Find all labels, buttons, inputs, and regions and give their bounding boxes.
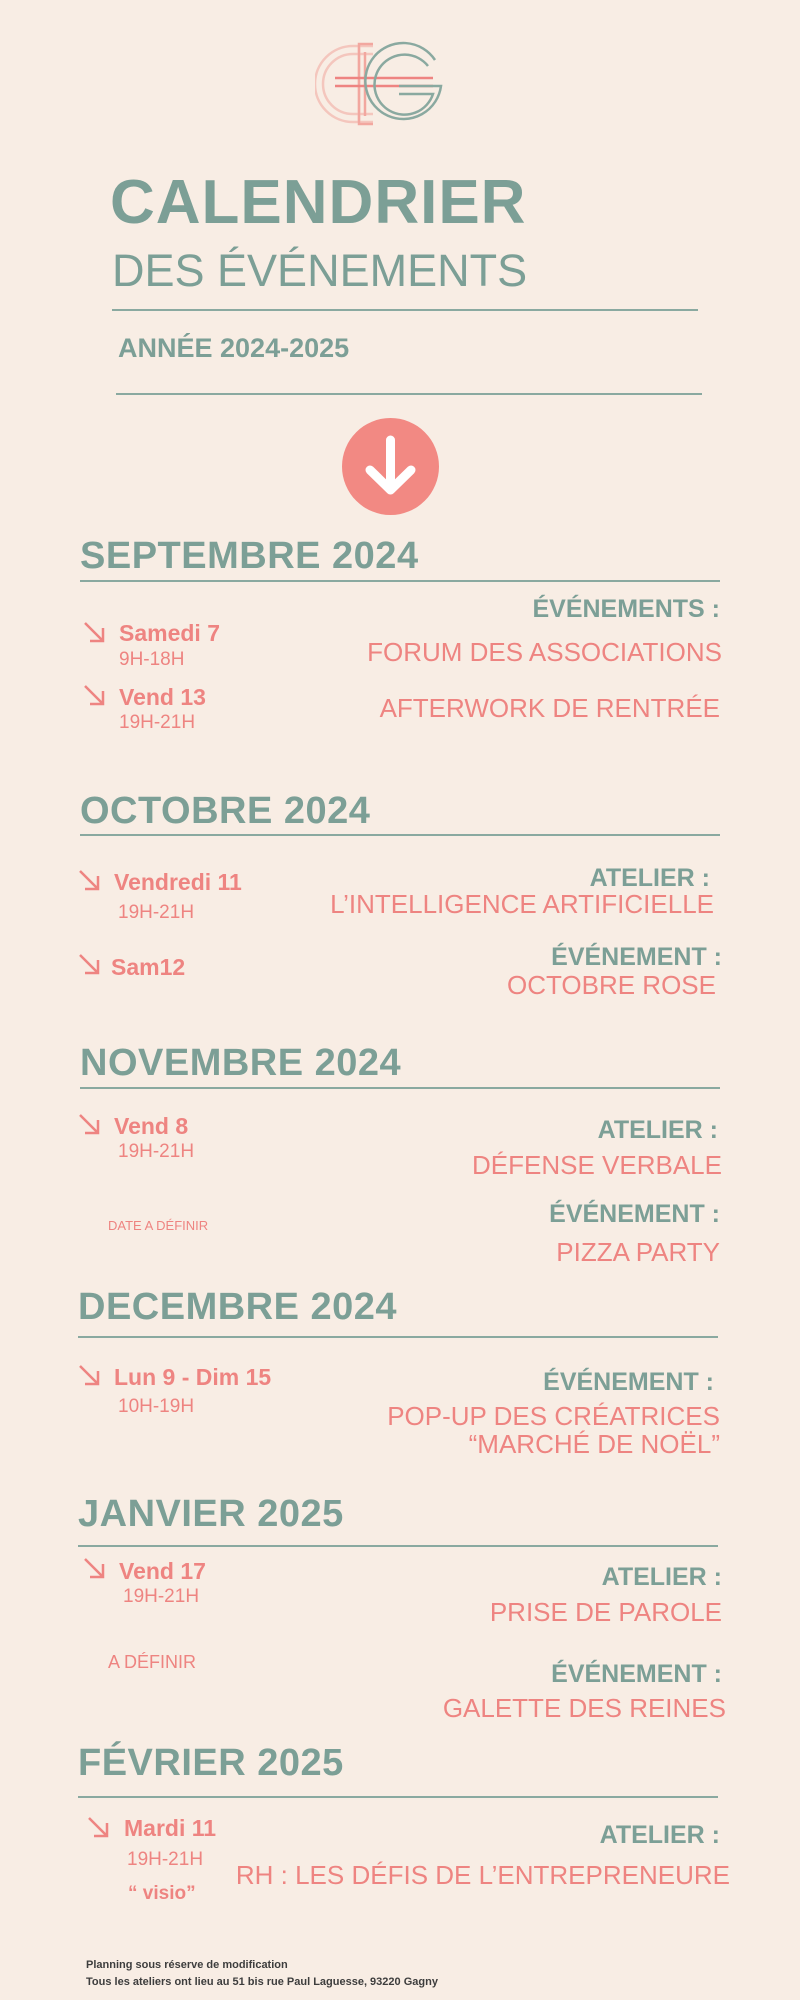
arrow-down-right-icon xyxy=(86,1815,110,1839)
event-name: PIZZA PARTY xyxy=(556,1237,720,1267)
event-day: Lun 9 - Dim 15 xyxy=(114,1364,272,1390)
year-label: ANNÉE 2024-2025 xyxy=(118,333,350,363)
event-name: PRISE DE PAROLE xyxy=(489,1597,722,1627)
event-name: “MARCHÉ DE NOËL” xyxy=(468,1429,720,1459)
page-title: CALENDRIER xyxy=(110,168,527,237)
footer-disclaimer: Planning sous réserve de modification xyxy=(86,1959,288,1971)
event-day: Sam12 xyxy=(111,954,186,980)
event-type: ATELIER : xyxy=(599,1821,720,1849)
event-type: ATELIER : xyxy=(589,864,710,892)
event-name: AFTERWORK DE RENTRÉE xyxy=(379,693,720,723)
divider xyxy=(78,1796,718,1798)
event-name: FORUM DES ASSOCIATIONS xyxy=(367,637,722,667)
divider xyxy=(116,393,702,395)
event-day: Mardi 11 xyxy=(124,1815,217,1841)
event-hours: 19H-21H xyxy=(127,1849,204,1870)
event-name: DÉFENSE VERBALE xyxy=(472,1150,722,1180)
event-day: Vend 8 xyxy=(114,1113,189,1139)
footer-address: Tous les ateliers ont lieu au 51 bis rue Paul Laguesse, 93220 Gagny xyxy=(86,1976,438,1988)
event-type: ATELIER : xyxy=(601,1563,722,1591)
divider xyxy=(80,580,720,582)
event-type: ÉVÉNEMENT : xyxy=(543,1368,714,1396)
date-note: A DÉFINIR xyxy=(108,1652,197,1672)
event-name: GALETTE DES REINES xyxy=(442,1693,726,1723)
page-subtitle: DES ÉVÉNEMENTS xyxy=(112,245,528,296)
event-day: Vendredi 11 xyxy=(114,869,242,895)
arrow-down-right-icon xyxy=(77,868,101,892)
arrow-down-right-icon xyxy=(82,620,106,644)
divider xyxy=(78,1336,718,1338)
date-note: DATE A DÉFINIR xyxy=(108,1218,209,1233)
event-hours: 19H-21H xyxy=(118,1141,195,1162)
month-heading: DECEMBRE 2024 xyxy=(78,1286,398,1328)
month-heading: OCTOBRE 2024 xyxy=(80,790,371,832)
divider xyxy=(80,1087,720,1089)
event-type: ÉVÉNEMENT : xyxy=(551,943,722,971)
month-heading: JANVIER 2025 xyxy=(78,1493,344,1535)
logo-icon xyxy=(315,40,467,130)
arrow-down-right-icon xyxy=(77,952,101,976)
event-name: L’INTELLIGENCE ARTIFICIELLE xyxy=(330,889,714,919)
event-day: Samedi 7 xyxy=(119,620,220,646)
event-hours: 19H-21H xyxy=(119,712,196,733)
event-name: POP-UP DES CRÉATRICES xyxy=(387,1401,720,1431)
event-hours: 9H-18H xyxy=(119,649,185,670)
event-type: ÉVÉNEMENT : xyxy=(551,1660,722,1688)
event-hours: 19H-21H xyxy=(123,1586,200,1607)
arrow-down-right-icon xyxy=(82,1556,106,1580)
divider xyxy=(78,1545,718,1547)
month-heading: NOVEMBRE 2024 xyxy=(80,1042,402,1084)
event-day: Vend 17 xyxy=(119,1558,206,1584)
scroll-down-button[interactable] xyxy=(342,418,439,515)
event-day: Vend 13 xyxy=(119,684,206,710)
divider xyxy=(112,309,698,311)
event-hours: 10H-19H xyxy=(118,1396,195,1417)
month-heading: FÉVRIER 2025 xyxy=(78,1742,344,1784)
event-name: RH : LES DÉFIS DE L’ENTREPRENEURE xyxy=(235,1860,730,1890)
event-hours: 19H-21H xyxy=(118,902,195,923)
event-name: OCTOBRE ROSE xyxy=(506,970,716,1000)
event-type: ATELIER : xyxy=(597,1116,718,1144)
divider xyxy=(80,834,720,836)
event-extra-note: “ visio” xyxy=(128,1883,196,1904)
month-heading: SEPTEMBRE 2024 xyxy=(80,535,419,577)
event-type: ÉVÉNEMENTS : xyxy=(532,595,720,623)
arrow-down-right-icon xyxy=(77,1363,101,1387)
event-type: ÉVÉNEMENT : xyxy=(549,1200,720,1228)
arrow-down-right-icon xyxy=(77,1112,101,1136)
arrow-down-icon xyxy=(342,418,439,515)
arrow-down-right-icon xyxy=(82,683,106,707)
